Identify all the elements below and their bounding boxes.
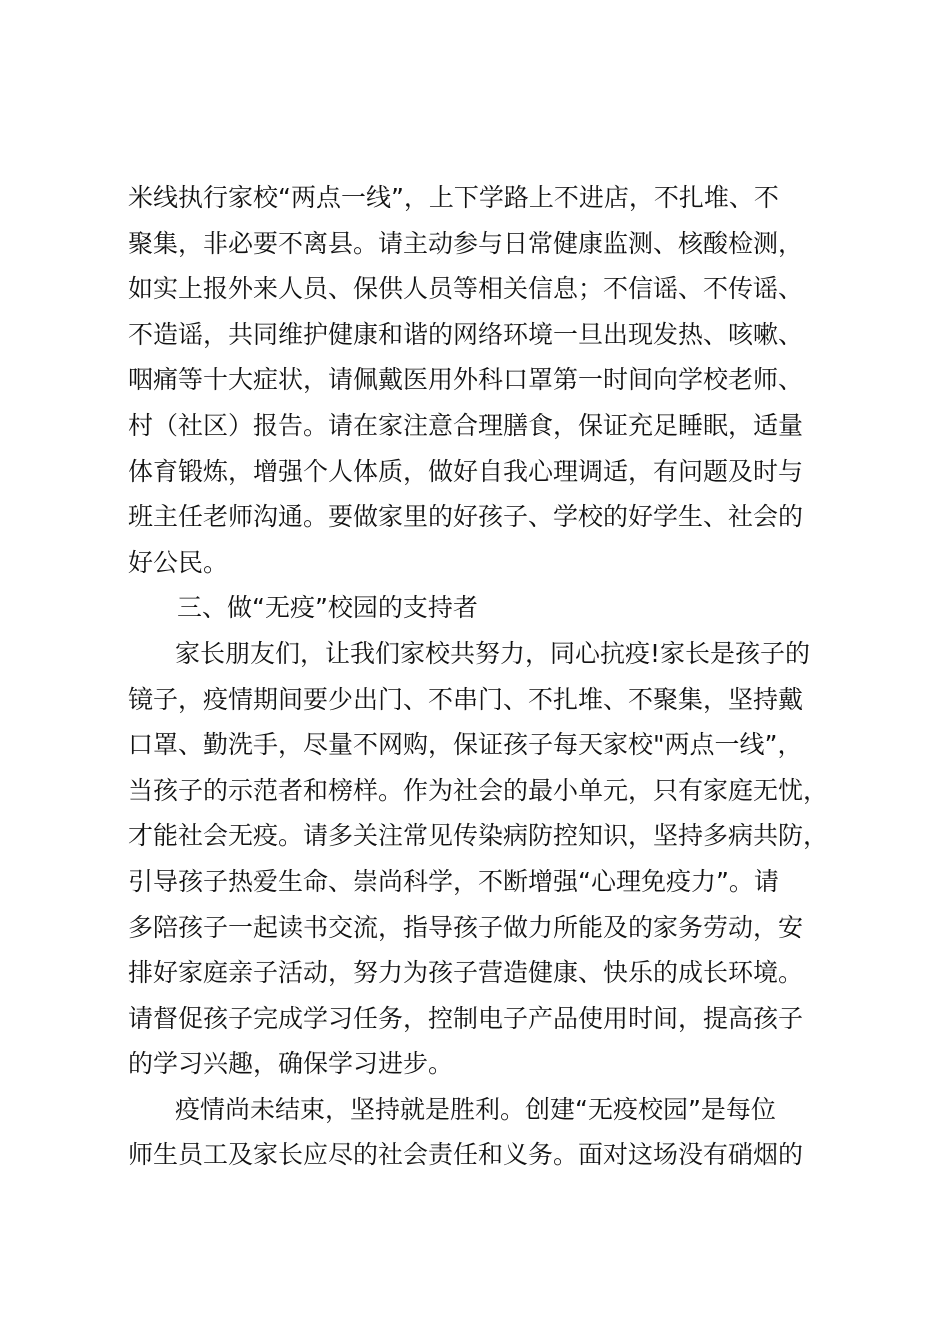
text-line: 班主任老师沟通。要做家里的好孩子、学校的好学生、社会的 [128, 502, 804, 532]
text-line: 疫情尚未结束，坚持就是胜利。创建“无疫校园”是每位 [175, 1094, 776, 1124]
text-line: 咽痛等十大症状，请佩戴医用外科口罩第一时间向学校老师、 [128, 365, 804, 395]
text-line: 当孩子的示范者和榜样。作为社会的最小单元，只有家庭无忧， [128, 775, 829, 805]
text-line: 村（社区）报告。请在家注意合理膳食，保证充足睡眠，适量 [128, 410, 804, 440]
text-line: 如实上报外来人员、保供人员等相关信息；不信谣、不传谣、 [128, 274, 804, 304]
text-line: 的学习兴趣，确保学习进步。 [128, 1049, 454, 1079]
text-line: 不造谣，共同维护健康和谐的网络环境一旦出现发热、咳嗽、 [128, 319, 804, 349]
text-line: 多陪孩子一起读书交流，指导孩子做力所能及的家务劳动，安 [128, 912, 804, 942]
text-line: 请督促孩子完成学习任务，控制电子产品使用时间，提高孩子 [128, 1003, 804, 1033]
text-line: 家长朋友们，让我们家校共努力，同心抗疫!家长是孩子的 [175, 638, 811, 668]
text-line: 镜子，疫情期间要少出门、不串门、不扎堆、不聚集，坚持戴 [128, 684, 804, 714]
text-line: 引导孩子热爱生命、崇尚科学，不断增强“心理免疫力”。请 [128, 866, 779, 896]
text-line: 聚集，非必要不离县。请主动参与日常健康监测、核酸检测， [128, 228, 804, 258]
text-line: 米线执行家校“两点一线”，上下学路上不进店，不扎堆、不 [128, 183, 779, 212]
text-line: 才能社会无疫。请多关注常见传染病防控知识，坚持多病共防， [128, 821, 829, 851]
text-line: 师生员工及家长应尽的社会责任和义务。面对这场没有硝烟的 [128, 1140, 804, 1170]
body-text [128, 175, 840, 1178]
section-heading: 三、做“无疫”校园的支持者 [177, 593, 478, 623]
text-line: 口罩、勤洗手，尽量不网购，保证孩子每天家校"两点一线”， [128, 730, 803, 760]
text-line: 体育锻炼，增强个人体质，做好自我心理调适，有问题及时与 [128, 456, 804, 486]
text-line: 排好家庭亲子活动，努力为孩子营造健康、快乐的成长环境。 [128, 958, 804, 988]
text-line: 好公民。 [128, 547, 229, 577]
